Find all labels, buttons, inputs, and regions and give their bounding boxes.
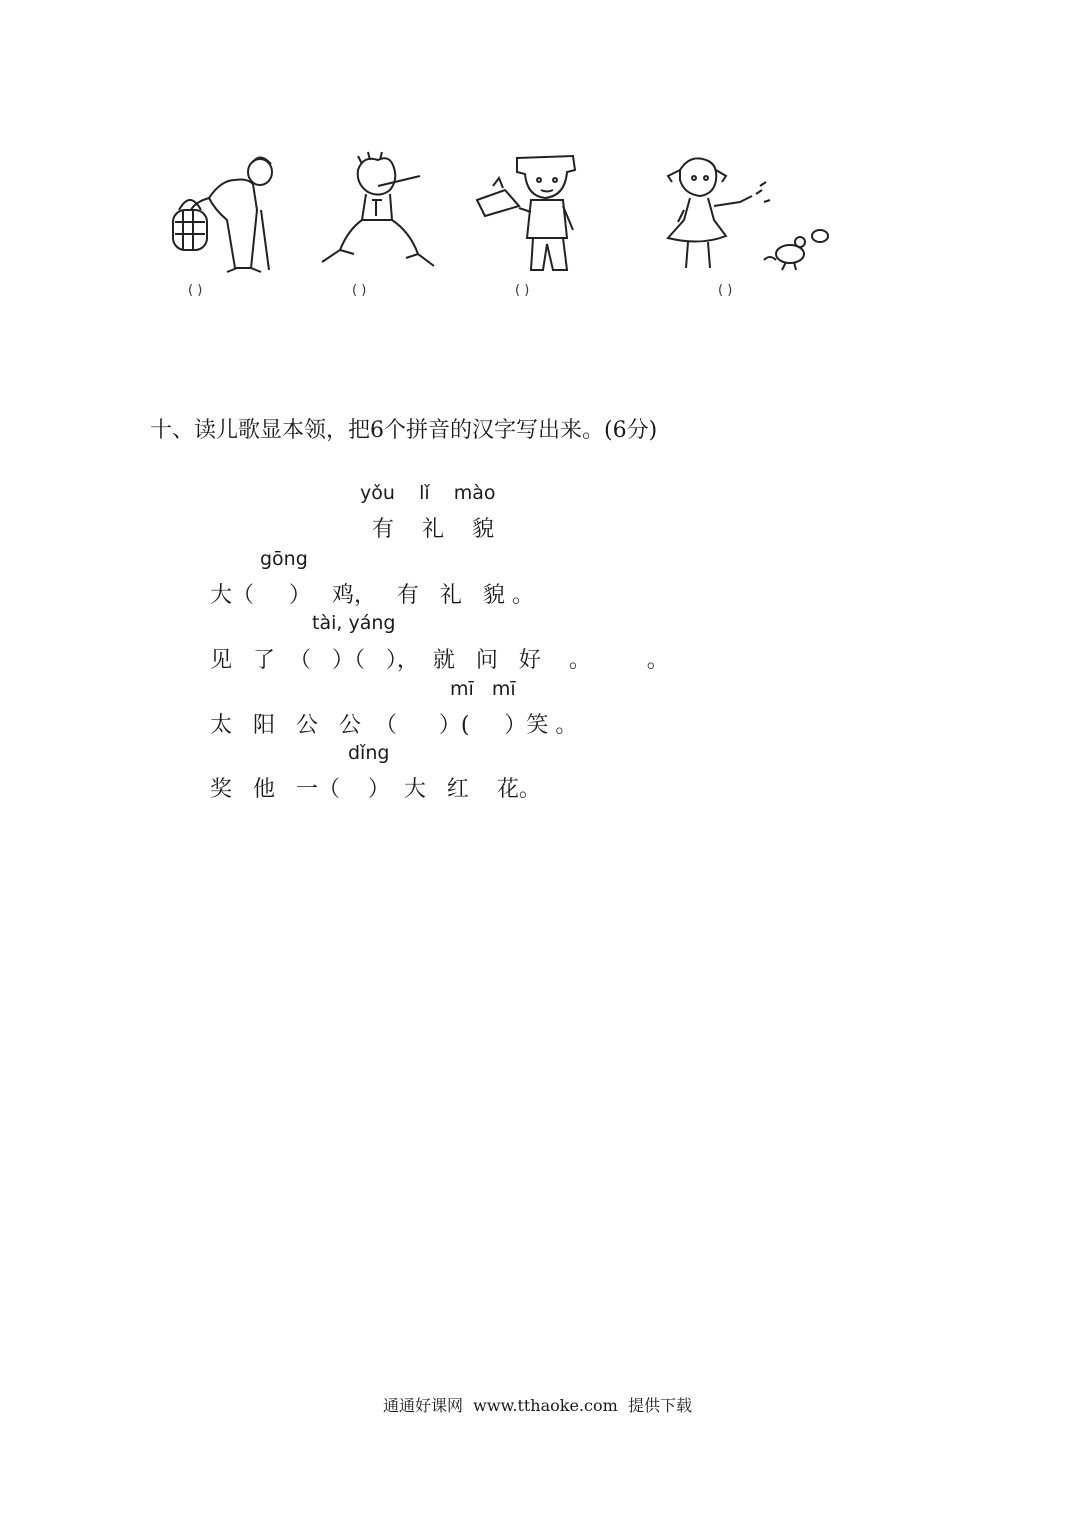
boy-playing-flute-icon [318, 150, 443, 275]
question-title: 十、读儿歌显本领，把6个拼音的汉字写出来。(6分) [150, 418, 658, 443]
picture-3-blank[interactable]: ( ) [515, 283, 530, 298]
picture-4-blank[interactable]: ( ) [718, 283, 733, 298]
line-1-pinyin: gōng [260, 548, 308, 570]
poem-title: 有 礼 貌 [372, 517, 494, 542]
girl-feeding-chicks-icon [660, 150, 835, 275]
poem-title-pinyin: yǒu lǐ mào [360, 482, 496, 504]
line-3-text[interactable]: 太 阳 公 公 （ ）( ）笑 。 [210, 713, 578, 738]
line-1-text[interactable]: 大（ ） 鸡， 有 礼 貌 。 [210, 583, 534, 608]
boy-carrying-cake-icon [475, 150, 600, 275]
line-4-text[interactable]: 奖 他 一（ ） 大 红 花。 [210, 777, 541, 802]
line-2-pinyin: tài, yáng [312, 612, 396, 634]
grandmother-with-basket-icon [165, 150, 285, 275]
picture-2-blank[interactable]: ( ) [352, 283, 367, 298]
line-4-pinyin: dǐng [348, 742, 390, 764]
picture-1-blank[interactable]: ( ) [188, 283, 203, 298]
line-3-pinyin: mī mī [450, 678, 516, 700]
footer-credit: 通通好课网 www.tthaoke.com 提供下载 [383, 1396, 692, 1415]
line-2-text[interactable]: 见 了 （ ）（ ）， 就 问 好 。 。 [210, 648, 669, 673]
